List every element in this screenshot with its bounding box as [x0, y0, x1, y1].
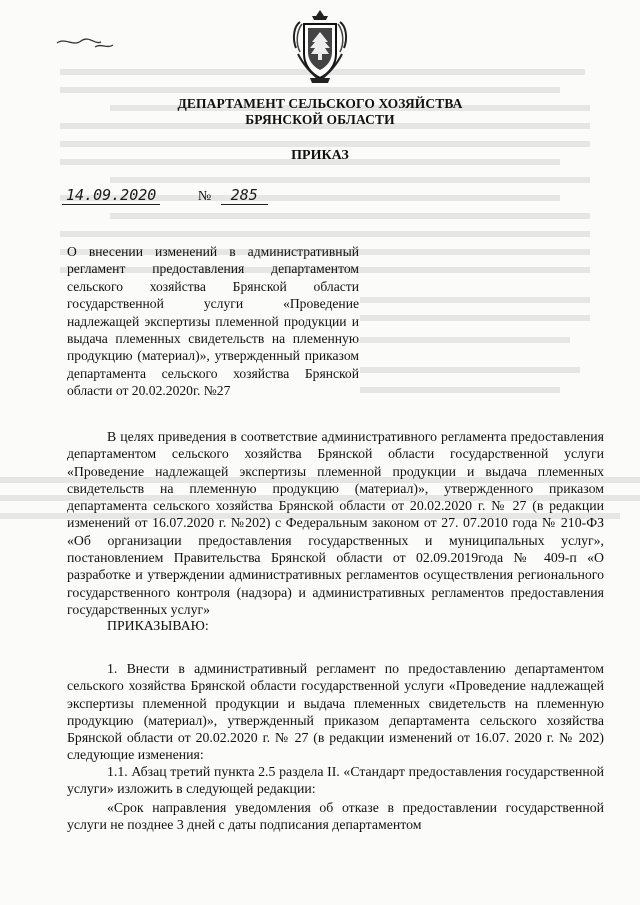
number-sign: №: [197, 189, 212, 204]
item-1-paragraph: [67, 660, 604, 764]
department-name-line1: ДЕПАРТАМЕНТ СЕЛЬСКОГО ХОЗЯЙСТВА: [177, 96, 463, 111]
paragraph-text: 1. Внести в административный регламент по предоставлению департаментом сельского хозяйства Брянской области государственной услуги «Проведение надлежащей экспертизы племенной продукции и выдача племенных свидетельств на племенную продукцию (материал)», утвержденный приказом департамента сельского хозяйства Брянской области от 20.02.2020 г. № 27 (в редакции изменений от 16.07. 2020 г. № 202) следующие изменения:: [67, 661, 604, 763]
preamble-paragraph: [67, 428, 604, 618]
paragraph-text: В целях приведения в соответствие административного регламента предоставления департаментом сельского хозяйства Брянской области государственной услуги «Проведение надлежащей экспертизы племенной продукции и выдача племенных свидетельств на племенную продукцию (материал)», утвержденного приказом департамента сельского хозяйства Брянской области от 20.02.2020 г. № 27 (в редакции изменений от 16.07.2020 г. №202) с Федеральным законом от 27. 07.2010 года № 210-ФЗ «Об организации предоставления государственных и муниципальных услуг», постановлением Правительства Брянской области от 02.09.2019года № 409-п «О разработке и утверждении административных регламентов осуществления регионального государственного контроля (надзора) и административных регламентов предоставления государственных услуг»: [67, 429, 604, 617]
bryansk-coat-of-arms-emblem: [290, 8, 350, 88]
order-date-number-line: [62, 186, 268, 205]
paragraph-text: «Срок направления уведомления об отказе в предоставлении государственной услуги не позднее 3 дней с даты подписания департаментом: [67, 800, 604, 833]
order-subject: О внесении изменений в административный регламент предоставления департаментом сельского хозяйства Брянской области государственной услуги «Проведение надлежащей экспертизы племенной продукции и выдача племенных свидетельств на племенную продукцию (материал)», утвержденный приказом департамента сельского хозяйства Брянской области от 20.02.2020г. №27: [67, 244, 359, 399]
paragraph-text: 1.1. Абзац третий пункта 2.5 раздела II. «Стандарт предоставления государственной услуги» изложить в следующей редакции:: [67, 764, 604, 797]
directive-word: ПРИКАЗЫВАЮ:: [107, 618, 209, 633]
order-date: 14.09.2020: [62, 186, 160, 205]
order-number: 285: [221, 186, 268, 205]
department-name-line2: БРЯНСКОЙ ОБЛАСТИ: [245, 112, 395, 127]
item-1-1-paragraph: [67, 763, 604, 798]
handwritten-mark: [55, 33, 115, 53]
document-type-title: ПРИКАЗ: [291, 148, 349, 163]
quoted-amendment-paragraph: [67, 799, 604, 834]
